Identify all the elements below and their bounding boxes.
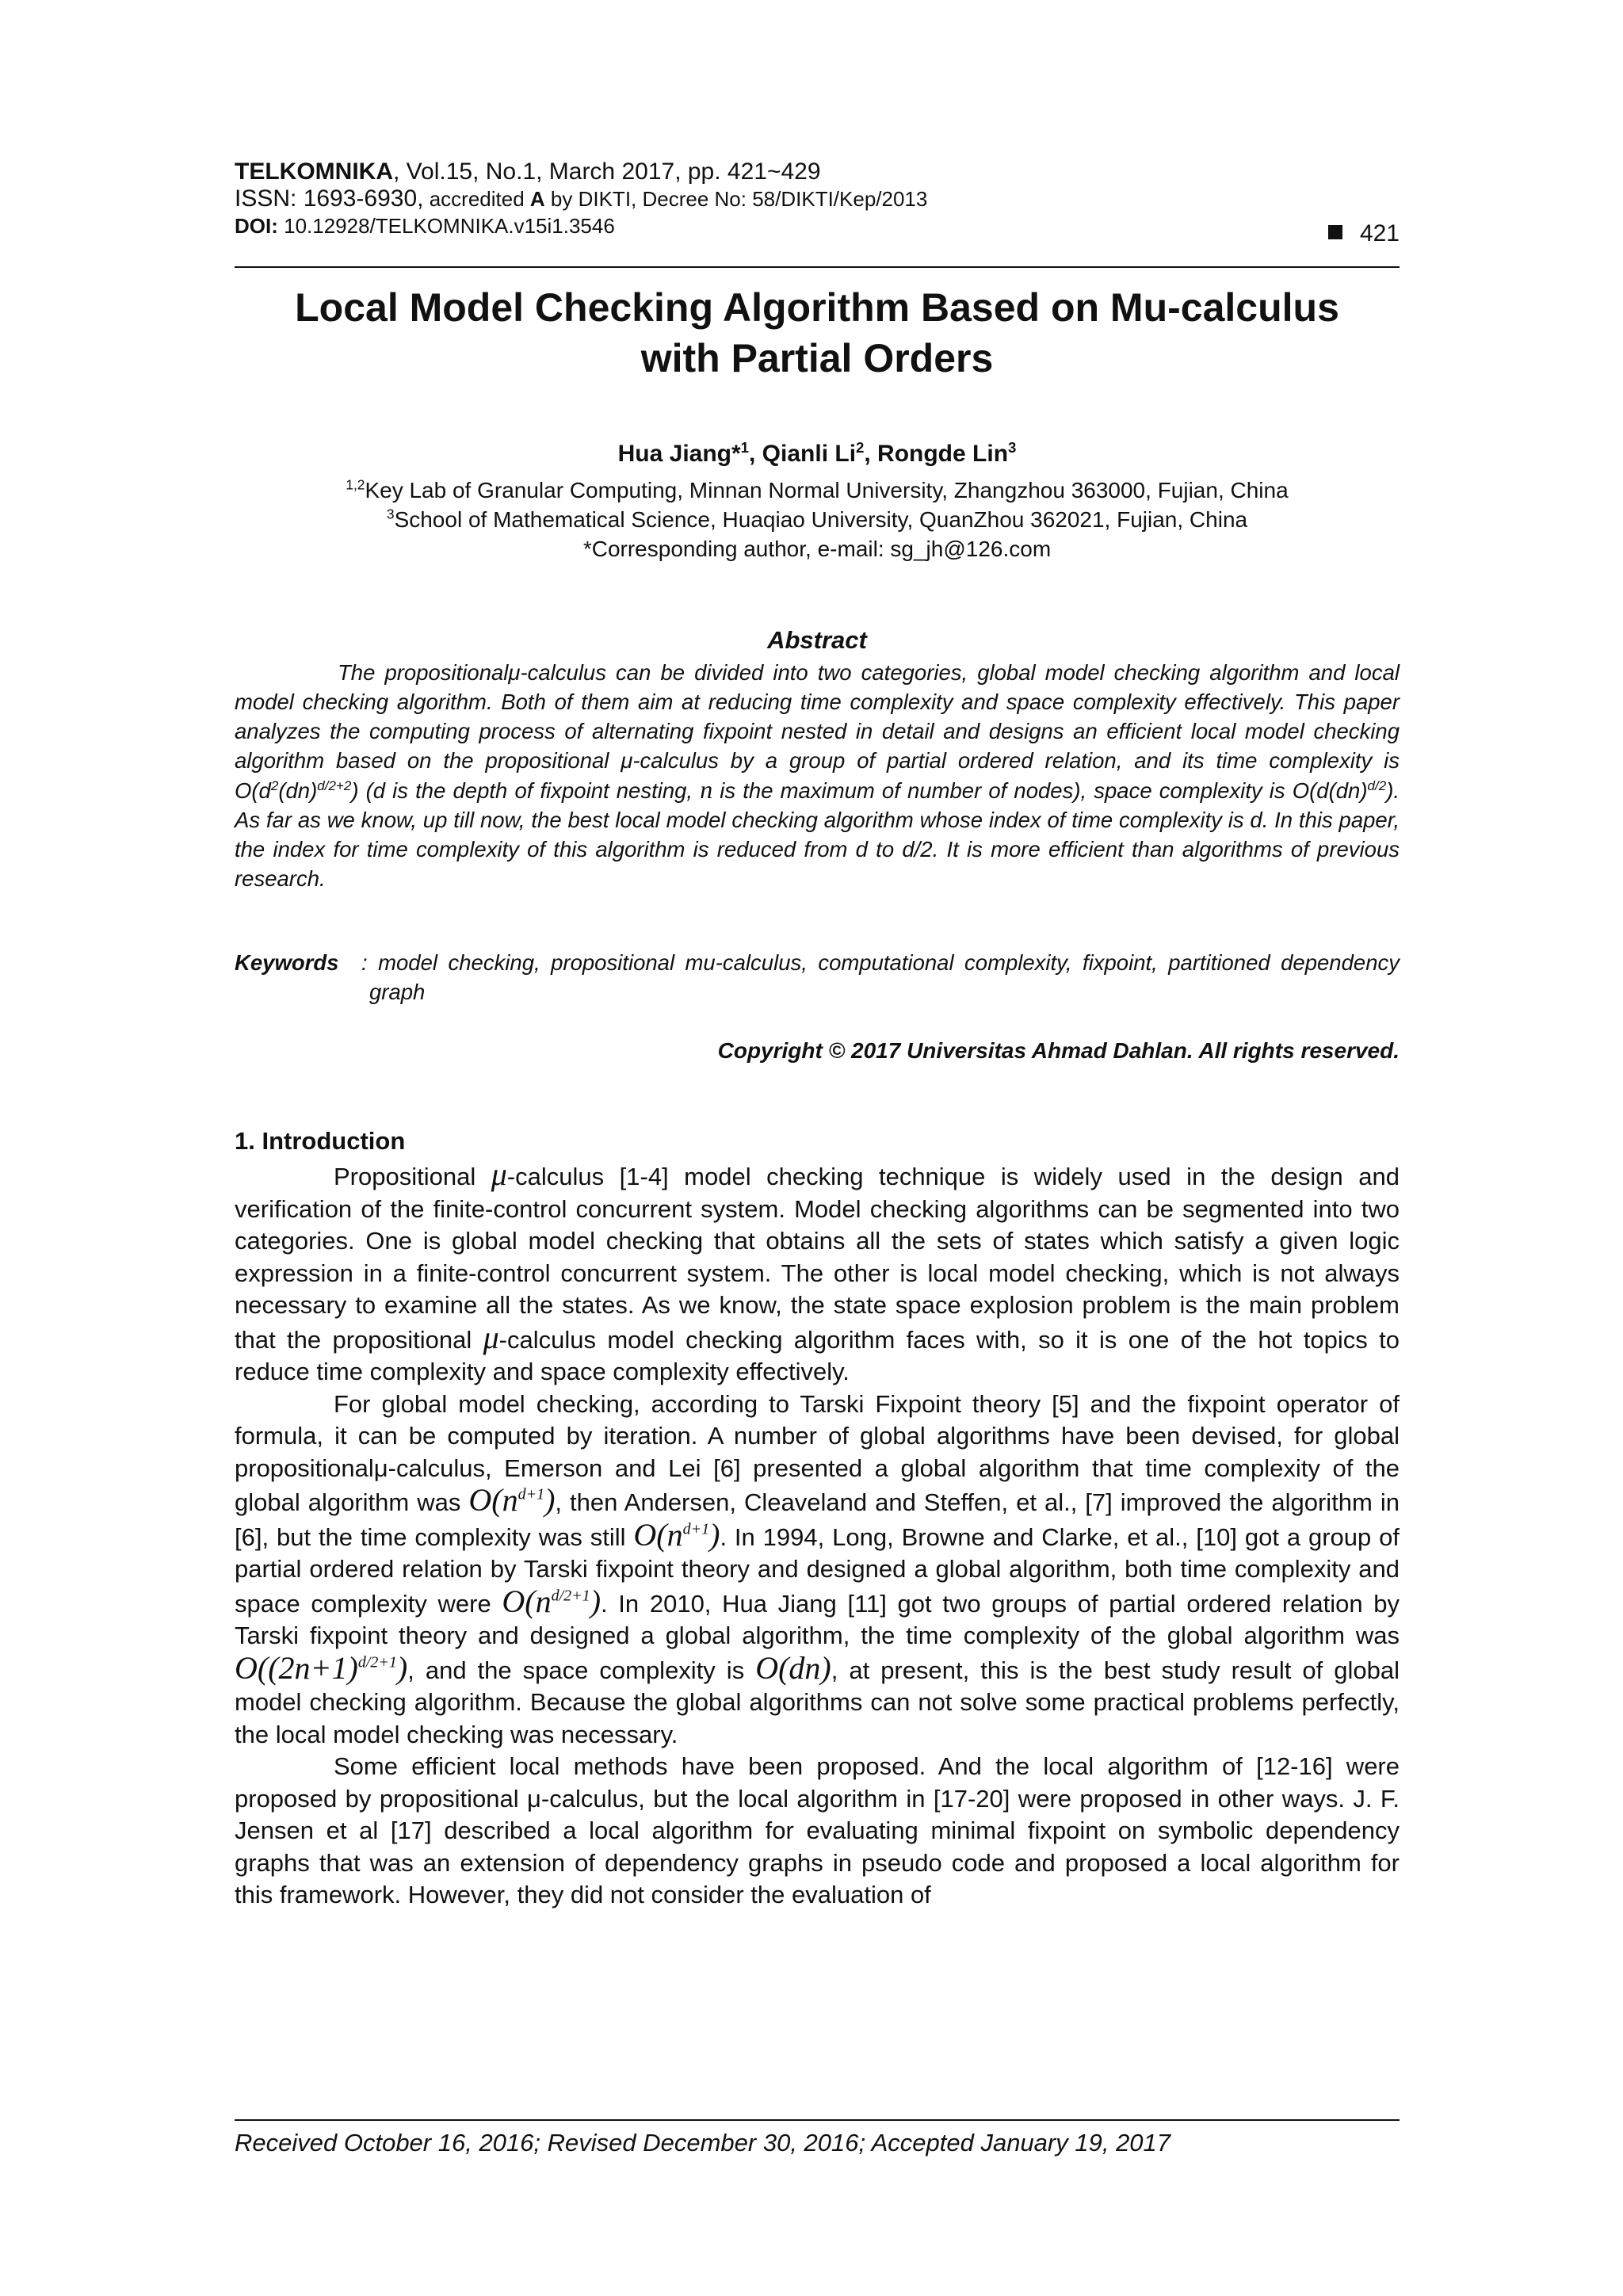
mu-symbol: μ <box>483 1319 499 1355</box>
formula-1: $O(n^{d+1})$ <box>468 1482 556 1518</box>
affiliation-2: $^3$School of Mathematical Science, Huaqiao University, QuanZhou 362021, Fujian, China <box>386 506 1248 532</box>
page-number: 421 <box>1328 220 1400 247</box>
keywords-label: Keywords <box>235 950 339 975</box>
formula-5: O(dn) <box>755 1649 831 1686</box>
introduction-body <box>235 1156 1400 1912</box>
doi-line: DOI: 10.12928/TELKOMNIKA.v15i1.3546 <box>235 214 615 238</box>
issn: ISSN: 1693-6930, <box>235 185 424 212</box>
issn-line: ISSN: 1693-6930, accredited A by DIKTI, Decree No: 58/DIKTI/Kep/2013 <box>235 185 928 212</box>
paragraph-2: For global model checking, according to Tarski Fixpoint theory [5] and the fixpoint operator of formula, it can be computed by iteration. A number of global algorithms have been devised, for global propositionalμ-calculus, Emerson and Lei [6] presented a global algorithm that time complexity of the global algorithm was $O(n^{d+1})$, then Andersen, Cleaveland and Steffen, et al., [7] improved the algorithm in [6], but the time complexity was still $O(n^{d+1})$. In 1994, Long, Browne and Clarke, et al., [10] got a group of partial ordered relation by Tarski fixpoint theory and designed a global algorithm, both time complexity and space complexity were $O(n^{d/2+1})$. In 2010, Hua Jiang [11] got two groups of partial ordered relation by Tarski fixpoint theory and designed a global algorithm, the time complexity of the global algorithm was $O((2n+1)^{d/2+1})$, and the space complexity is O(dn), at present, this is the best study result of global model checking algorithm. Because the global algorithms can not solve some practical problems perfectly, the local model checking was necessary. <box>235 1389 1400 1748</box>
footer-rule <box>235 2119 1400 2121</box>
journal-header <box>235 159 1400 246</box>
section-heading-introduction: 1. Introduction <box>235 1127 406 1155</box>
copyright-notice: Copyright © 2017 Universitas Ahmad Dahlan. All rights reserved. <box>717 1038 1400 1063</box>
keywords-text: : model checking, propositional mu-calculus, computational complexity, fixpoint, partitioned dependency graph <box>361 950 1400 1004</box>
corresponding-author: *Corresponding author, e-mail: sg_jh@126.com <box>582 537 1052 561</box>
paragraph-1: Propositional μ-calculus [1-4] model checking technique is widely used in the design and verification of the finite-control concurrent system. Model checking algorithms can be segmented into two categories. One is global model checking that obtains all the sets of states which satisfy a given logic expression in a finite-control concurrent system. The other is local model checking, which is not always necessary to examine all the states. As we know, the state space explosion problem is the main problem that the propositional μ-calculus model checking algorithm faces with, so it is one of the hot topics to reduce time complexity and space complexity effectively. <box>235 1156 1400 1385</box>
formula-2: $O(n^{d+1})$ <box>633 1516 720 1553</box>
doi-value: 10.12928/TELKOMNIKA.v15i1.3546 <box>277 214 615 238</box>
abstract-body: The propositionalμ-calculus can be divided into two categories, global model checking algorithm and local model checking algorithm. Both of them aim at reducing time complexity and space complexity effectively. This paper analyzes the computing process of alternating fixpoint nested in detail and designs an efficient local model checking algorithm based on the propositional μ-calculus by a group of partial ordered relation, and its time complexity is $O(d^2(dn)^{d/2+2})$ (d is the depth of fixpoint nesting, n is the maximum of number of nodes), space complexity is O(d(dn)$^{d/2}$). As far as we know, up till now, the best local model checking algorithm whose index of time complexity is d. In this paper, the index for time complexity of this algorithm is reduced from d to d/2. It is more efficient than algorithms of previous research. <box>235 660 1400 891</box>
paragraph-3: Some efficient local methods have been proposed. And the local algorithm of [12-16] were proposed by propositional μ-calculus, but the local algorithm in [17-20] were proposed in other ways. J. F. Jensen et al [17] described a local algorithm for evaluating minimal fixpoint on symbolic dependency graphs that was an extension of dependency graphs in pseudo code and proposed a local algorithm for this framework. However, they did not consider the evaluation of <box>235 1752 1400 1908</box>
mu-symbol: μ <box>491 1156 507 1192</box>
author-list: Hua Jiang*$^1$, Qianli Li$^2$, Rongde Lin$^3$ <box>617 439 1017 467</box>
journal-name: TELKOMNIKA <box>235 159 393 185</box>
header-rule <box>235 266 1400 268</box>
received-dates: Received October 16, 2016; Revised December 30, 2016; Accepted January 19, 2017 <box>235 2129 1171 2157</box>
affiliations <box>235 476 1400 563</box>
affiliation-1: $^{1,2}$Key Lab of Granular Computing, Minnan Normal University, Zhangzhou 363000, Fujian, China <box>346 476 1289 502</box>
formula-3: $O(n^{d/2+1})$ <box>502 1583 601 1619</box>
abstract-heading: Abstract <box>767 626 867 654</box>
paper-title: Local Model Checking Algorithm Based on Mu-calculus with Partial Orders <box>295 285 1339 380</box>
square-bullet-icon <box>1328 225 1342 239</box>
keywords <box>235 948 1400 1007</box>
n-symbol: n <box>700 775 713 804</box>
formula-4: $O((2n+1)^{d/2+1})$ <box>235 1649 408 1686</box>
journal-volume: , Vol.15, No.1, March 2017, pp. 421~429 <box>392 159 821 185</box>
journal-citation <box>235 159 1400 185</box>
